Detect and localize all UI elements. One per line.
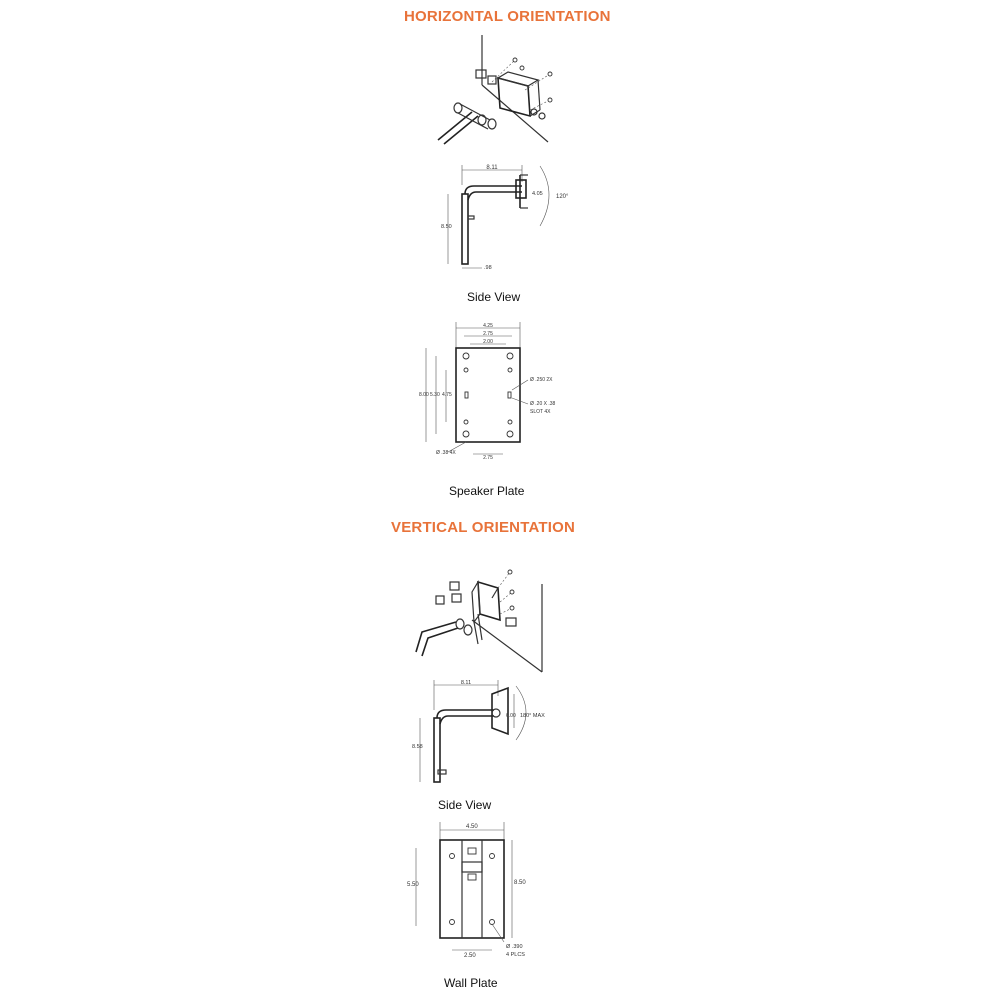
callout-hole-b: Ø .38 4X xyxy=(436,450,456,456)
vertical-exploded-view xyxy=(412,562,552,677)
callout-hole-a: Ø .250 2X xyxy=(530,377,553,383)
dim-v-width: 8.11 xyxy=(460,680,472,686)
dim-angle: 120° xyxy=(556,194,569,200)
horizontal-exploded-view xyxy=(430,30,570,150)
vertical-side-view xyxy=(408,676,558,791)
dim-v-bracket: 6.00 xyxy=(506,713,516,719)
horizontal-orientation-heading: HORIZONTAL ORIENTATION xyxy=(404,8,611,25)
wall-plate-caption: Wall Plate xyxy=(444,976,498,990)
dim-h3: 4.75 xyxy=(442,392,452,398)
dim-h2: 5.30 xyxy=(430,392,440,398)
dim-depth: .98 xyxy=(484,265,492,271)
dim-wp-width: 4.50 xyxy=(466,824,478,830)
speaker-plate-caption: Speaker Plate xyxy=(449,484,525,498)
dim-width: 8.11 xyxy=(486,165,498,171)
callout-slot-a: Ø .20 X .38 xyxy=(530,401,556,407)
dim-v-angle: 180° MAX xyxy=(520,713,545,719)
dim-w3: 2.00 xyxy=(483,339,493,345)
dim-w1: 4.25 xyxy=(483,323,493,329)
vertical-side-view-caption: Side View xyxy=(438,798,492,812)
callout-wp-hole: Ø .390 xyxy=(506,944,523,950)
dim-bracket: 4.05 xyxy=(532,191,543,197)
dim-v-height: 8.58 xyxy=(412,744,423,750)
wall-plate-drawing xyxy=(404,818,544,968)
dim-w2: 2.75 xyxy=(483,331,493,337)
dim-wp-right: 8.50 xyxy=(514,880,526,886)
speaker-plate-drawing xyxy=(418,320,568,465)
horizontal-side-view xyxy=(440,160,580,275)
dim-h1: 8.00 xyxy=(419,392,429,398)
vertical-orientation-heading: VERTICAL ORIENTATION xyxy=(391,519,575,536)
dim-wp-bottom: 2.50 xyxy=(464,953,476,959)
callout-slot-b: SLOT 4X xyxy=(530,409,551,415)
horizontal-side-view-caption: Side View xyxy=(467,290,521,304)
dim-wp-left: 5.50 xyxy=(407,882,419,888)
dim-height: 8.50 xyxy=(441,224,452,230)
callout-wp-count: 4 PLCS xyxy=(506,952,525,958)
dim-w-bottom: 2.75 xyxy=(483,455,493,461)
